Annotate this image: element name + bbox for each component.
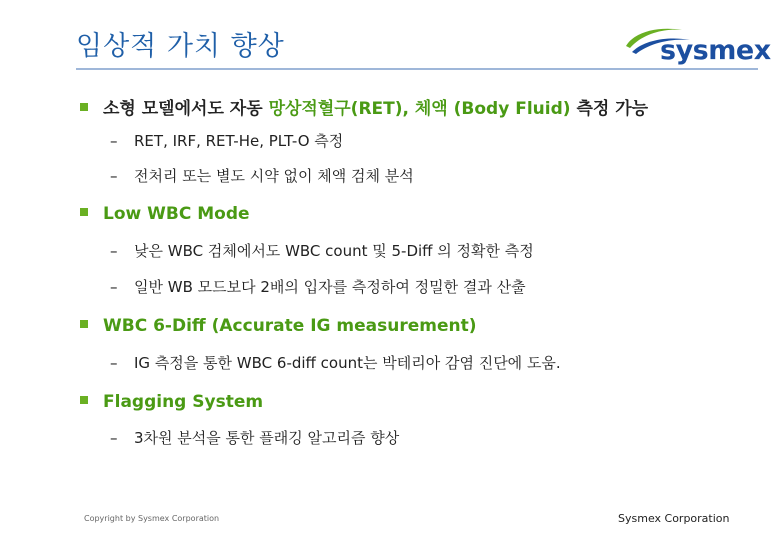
dash-icon: –	[110, 242, 118, 260]
sub-bullet	[110, 240, 534, 261]
bullet-text: 소형 모델에서도 자동	[103, 99, 269, 119]
bullet-item	[80, 316, 477, 336]
title-divider	[76, 68, 758, 70]
bullet-text: Flagging System	[103, 392, 264, 412]
sub-bullet-text: IG 측정을 통한 WBC 6-diff count는 박테리아 감염 진단에 도움.	[134, 354, 561, 372]
dash-icon: –	[110, 167, 118, 185]
bullet-square-icon	[80, 208, 88, 216]
bullet-item	[80, 204, 250, 224]
dash-icon: –	[110, 278, 118, 296]
bullet-item	[80, 94, 648, 119]
bullet-text: 측정 가능	[570, 99, 649, 119]
sub-bullet	[110, 352, 561, 373]
sub-bullet	[110, 427, 399, 448]
dash-icon: –	[110, 354, 118, 372]
sub-bullet-text: 3차원 분석을 통한 플래깅 알고리즘 향상	[134, 429, 400, 447]
slide-title: 임상적 가치 향상	[76, 31, 285, 62]
sysmex-logo	[624, 22, 771, 68]
bullet-square-icon	[80, 320, 88, 328]
dash-icon: –	[110, 132, 118, 150]
sub-bullet-text: 전처리 또는 별도 시약 없이 체액 검체 분석	[134, 167, 414, 185]
bullet-square-icon	[80, 103, 88, 111]
dash-icon: –	[110, 429, 118, 447]
copyright-text: Copyright by Sysmex Corporation	[84, 514, 220, 523]
bullet-highlight: 망상적혈구(RET), 체액 (Body Fluid)	[268, 99, 571, 119]
logo-wordmark: sysmex	[660, 35, 771, 66]
sub-bullet	[110, 276, 526, 297]
sub-bullet	[110, 130, 343, 151]
bullet-square-icon	[80, 396, 88, 404]
bullet-text: Low WBC Mode	[103, 204, 250, 224]
bullet-item	[80, 392, 263, 412]
bullet-text: WBC 6-Diff (Accurate IG measurement)	[103, 316, 477, 336]
sub-bullet	[110, 165, 414, 186]
sub-bullet-text: RET, IRF, RET-He, PLT-O 측정	[134, 132, 344, 150]
footer-company: Sysmex Corporation	[618, 512, 730, 525]
sub-bullet-text: 일반 WB 모드보다 2배의 입자를 측정하여 정밀한 결과 산출	[134, 278, 526, 296]
sub-bullet-text: 낮은 WBC 검체에서도 WBC count 및 5-Diff 의 정확한 측정	[134, 242, 534, 260]
